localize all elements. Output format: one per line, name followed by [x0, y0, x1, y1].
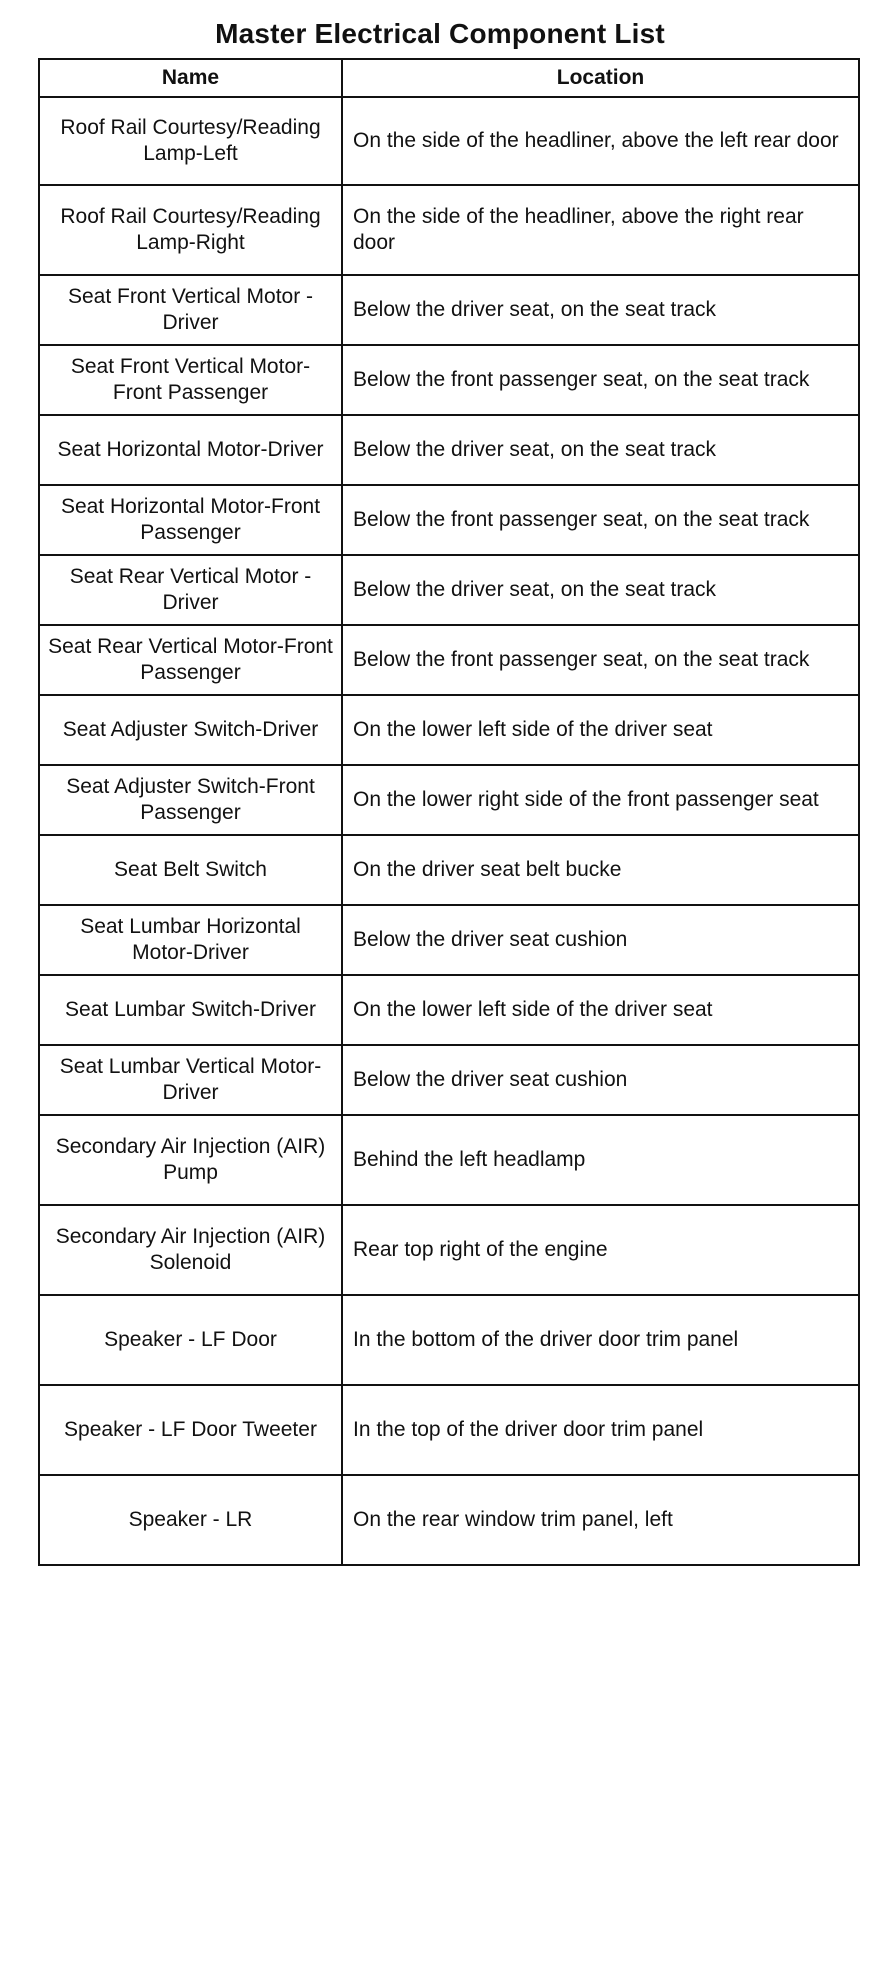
table-row	[39, 1045, 859, 1115]
table-row	[39, 1205, 859, 1295]
component-location-cell: On the driver seat belt bucke	[342, 835, 859, 905]
component-location-cell: On the side of the headliner, above the left rear door	[342, 97, 859, 185]
component-name-cell: Seat Rear Vertical Motor -Driver	[39, 555, 342, 625]
table-row	[39, 765, 859, 835]
table-row	[39, 415, 859, 485]
table-row	[39, 1475, 859, 1565]
component-location-cell: In the bottom of the driver door trim panel	[342, 1295, 859, 1385]
table-body	[39, 97, 859, 1565]
table-row	[39, 975, 859, 1045]
component-name-cell: Seat Front Vertical Motor -Driver	[39, 275, 342, 345]
table-row	[39, 695, 859, 765]
component-location-cell: Below the front passenger seat, on the seat track	[342, 345, 859, 415]
component-name-cell: Seat Lumbar Horizontal Motor-Driver	[39, 905, 342, 975]
table-row	[39, 185, 859, 275]
component-name-cell: Seat Adjuster Switch-Driver	[39, 695, 342, 765]
component-location-cell: Below the driver seat, on the seat track	[342, 415, 859, 485]
component-location-cell: On the lower left side of the driver seat	[342, 975, 859, 1045]
component-location-cell: Rear top right of the engine	[342, 1205, 859, 1295]
component-name-cell: Roof Rail Courtesy/Reading Lamp-Left	[39, 97, 342, 185]
component-location-cell: On the lower right side of the front passenger seat	[342, 765, 859, 835]
table-row	[39, 905, 859, 975]
component-name-cell: Seat Front Vertical Motor-Front Passenger	[39, 345, 342, 415]
component-name-cell: Secondary Air Injection (AIR) Pump	[39, 1115, 342, 1205]
table-row	[39, 1295, 859, 1385]
column-header-location: Location	[342, 59, 859, 97]
component-location-cell: On the lower left side of the driver seat	[342, 695, 859, 765]
header-row	[39, 59, 859, 97]
component-location-cell: Behind the left headlamp	[342, 1115, 859, 1205]
table-row	[39, 625, 859, 695]
table-row	[39, 555, 859, 625]
component-name-cell: Speaker - LR	[39, 1475, 342, 1565]
table-row	[39, 97, 859, 185]
component-name-cell: Seat Horizontal Motor-Front Passenger	[39, 485, 342, 555]
component-location-cell: Below the driver seat, on the seat track	[342, 555, 859, 625]
table-row	[39, 345, 859, 415]
component-name-cell: Speaker - LF Door Tweeter	[39, 1385, 342, 1475]
table-row	[39, 485, 859, 555]
component-name-cell: Seat Belt Switch	[39, 835, 342, 905]
component-table	[38, 58, 860, 1566]
component-location-cell: Below the front passenger seat, on the seat track	[342, 485, 859, 555]
component-name-cell: Seat Horizontal Motor-Driver	[39, 415, 342, 485]
component-name-cell: Roof Rail Courtesy/Reading Lamp-Right	[39, 185, 342, 275]
component-location-cell: On the side of the headliner, above the right rear door	[342, 185, 859, 275]
column-header-name: Name	[39, 59, 342, 97]
table-row	[39, 275, 859, 345]
component-location-cell: In the top of the driver door trim panel	[342, 1385, 859, 1475]
component-name-cell: Secondary Air Injection (AIR) Solenoid	[39, 1205, 342, 1295]
table-row	[39, 1115, 859, 1205]
component-location-cell: Below the driver seat, on the seat track	[342, 275, 859, 345]
component-name-cell: Seat Rear Vertical Motor-Front Passenger	[39, 625, 342, 695]
component-location-cell: Below the driver seat cushion	[342, 905, 859, 975]
component-location-cell: On the rear window trim panel, left	[342, 1475, 859, 1565]
component-location-cell: Below the driver seat cushion	[342, 1045, 859, 1115]
component-location-cell: Below the front passenger seat, on the seat track	[342, 625, 859, 695]
component-name-cell: Seat Adjuster Switch-Front Passenger	[39, 765, 342, 835]
table-row	[39, 1385, 859, 1475]
component-name-cell: Seat Lumbar Switch-Driver	[39, 975, 342, 1045]
component-name-cell: Seat Lumbar Vertical Motor-Driver	[39, 1045, 342, 1115]
component-name-cell: Speaker - LF Door	[39, 1295, 342, 1385]
page-title: Master Electrical Component List	[215, 18, 665, 49]
table-row	[39, 835, 859, 905]
